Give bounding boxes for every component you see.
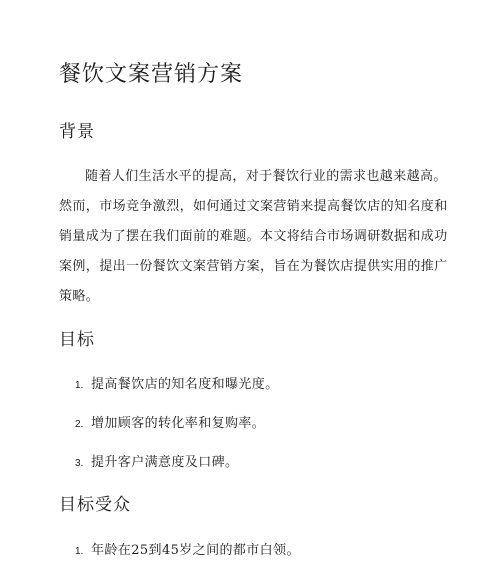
list-item (75, 541, 300, 565)
list-item-text: 增加顾客的转化率和复购率。 (91, 416, 266, 431)
list-item (75, 375, 279, 414)
paragraph-line: 随着人们生活水平的提高，对于餐饮行业的需求也越来越高。 (85, 169, 447, 184)
list-item-number: 1. (75, 380, 84, 391)
audience-list (75, 541, 300, 565)
paragraph-line: 然而，市场竞争激烈，如何通过文案营销来提高餐饮店的知名度和 (59, 199, 448, 214)
paragraph-line: 销量成为了摆在我们面前的难题。本文将结合市场调研数据和成功 (59, 229, 448, 244)
section-heading-audience: 目标受众 (59, 495, 131, 515)
list-item-text: 提高餐饮店的知名度和曝光度。 (91, 377, 279, 392)
list-item-number: 1. (75, 546, 84, 557)
list-item (75, 414, 279, 453)
document-title: 餐饮文案营销方案 (59, 62, 244, 87)
list-item-text: 年龄在25到45岁之间的都市白领。 (91, 543, 300, 558)
paragraph-line: 案例，提出一份餐饮文案营销方案，旨在为餐饮店提供实用的推广 (59, 259, 448, 274)
list-item (75, 453, 279, 492)
paragraph-line: 策略。 (59, 289, 100, 304)
section-heading-background: 背景 (59, 122, 95, 142)
list-item-text: 提升客户满意度及口碑。 (91, 455, 239, 470)
background-paragraph (59, 162, 449, 312)
list-item-number: 3. (75, 458, 84, 469)
goals-list (75, 375, 279, 492)
section-heading-goals: 目标 (59, 330, 95, 350)
list-item-number: 2. (75, 419, 84, 430)
